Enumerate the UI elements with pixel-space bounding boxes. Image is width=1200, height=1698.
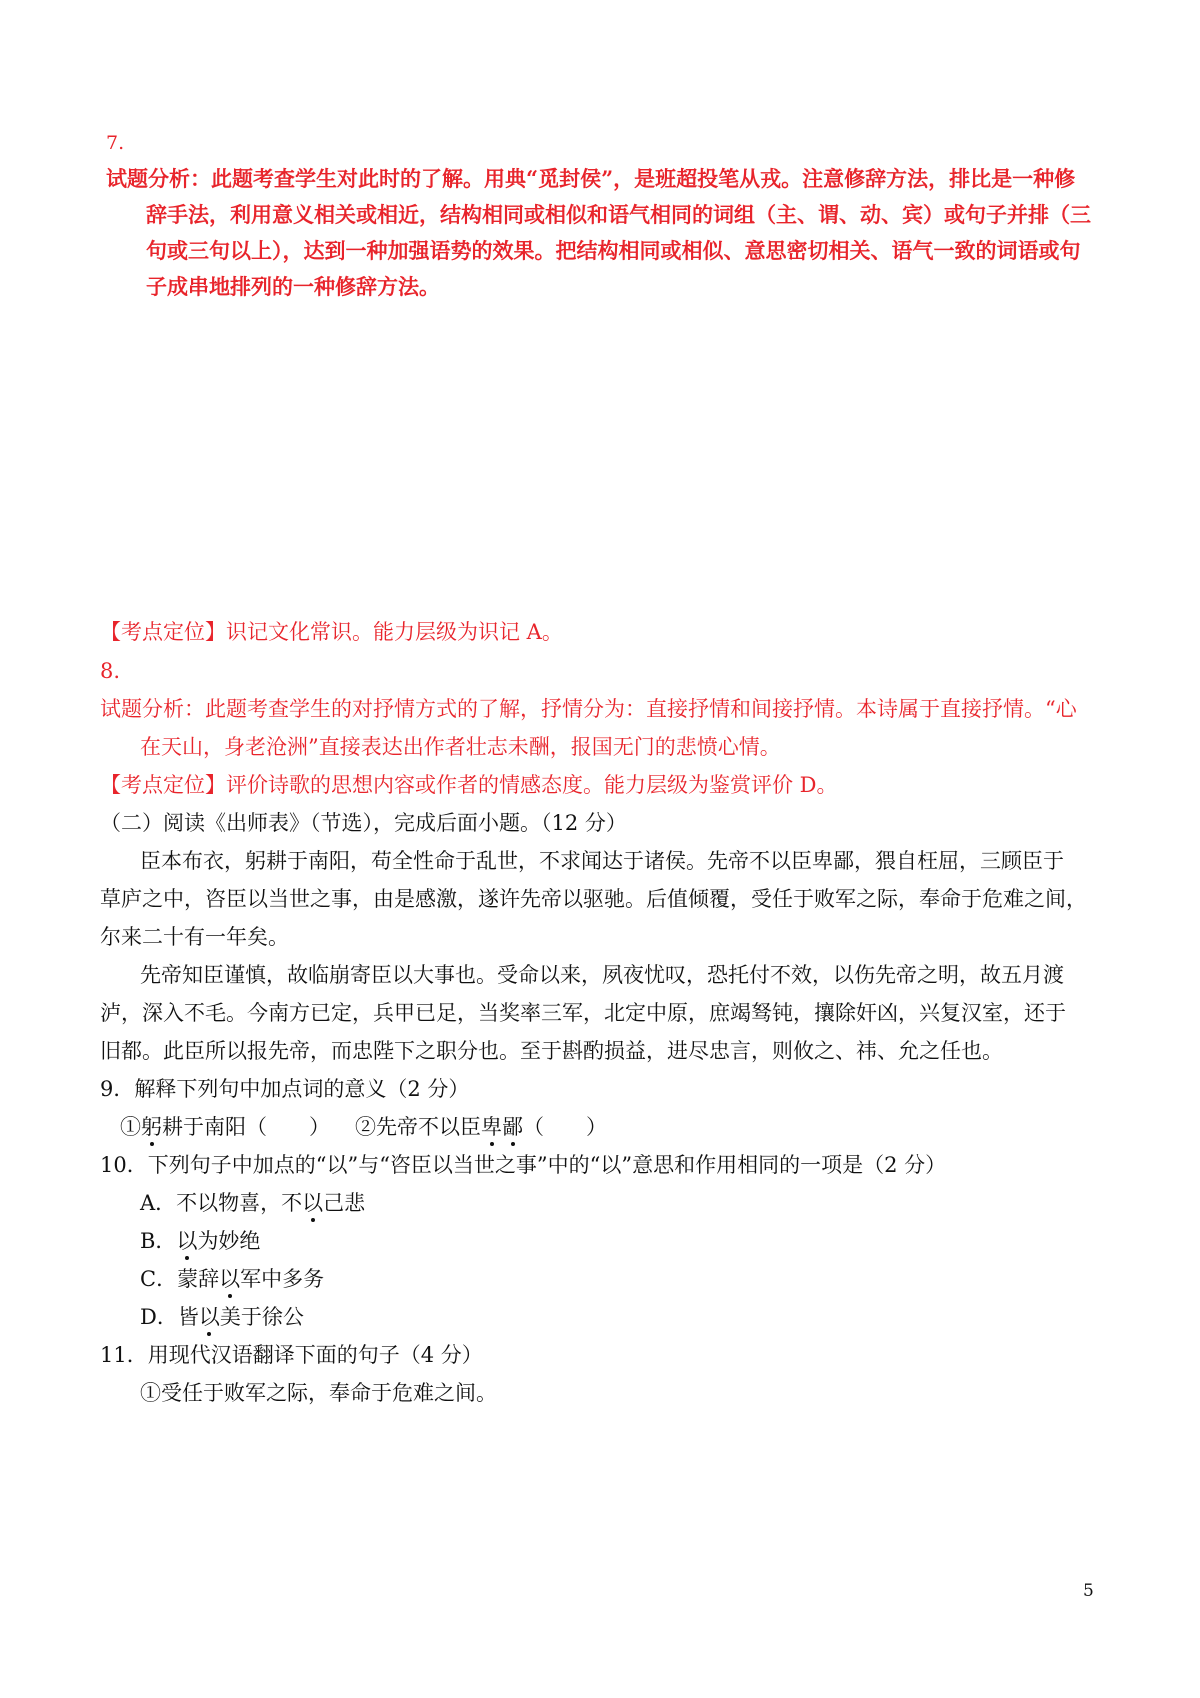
section2-heading: （二）阅读《出师表》（节选），完成后面小题。（12 分） — [100, 811, 627, 835]
q10-option-c-post: 军中多务 — [240, 1267, 325, 1291]
q7-number: 7. — [106, 132, 125, 154]
q11-question: 11．用现代汉语翻译下面的句子（4 分） — [100, 1343, 483, 1367]
q7-kaodian — [100, 617, 563, 647]
q9-item-1-dotted-word: 躬 — [141, 1115, 162, 1139]
q8-number: 8. — [100, 659, 121, 683]
q10-option-c — [140, 1264, 324, 1294]
passage-line-6: 旧都。此臣所以报先帝，而忠陛下之职分也。至于斟酌损益，进尽忠言，则攸之、祎、允之任也。 — [100, 1039, 1003, 1063]
q7-kaodian-tag: 【考点定位】 — [100, 620, 226, 644]
passage-line-4: 先帝知臣谨慎，故临崩寄臣以大事也。受命以来，夙夜忧叹，恐托付不效，以伤先帝之明，故五月渡 — [140, 963, 1064, 987]
passage-line-3: 尔来二十有一年矣。 — [100, 925, 289, 949]
q10-option-a-dotted-word: 以 — [302, 1191, 324, 1215]
q9-item-1 — [120, 1112, 330, 1142]
q8-analysis-line-1: 试题分析：此题考查学生的对抒情方式的了解，抒情分为：直接抒情和间接抒情。本诗属于直接抒情。“心 — [100, 697, 1077, 721]
passage-line-1: 臣本布衣，躬耕于南阳，苟全性命于乱世，不求闻达于诸侯。先帝不以臣卑鄙，猥自枉屈，三顾臣于 — [140, 849, 1064, 873]
q8-kaodian — [100, 770, 838, 800]
q10-option-a-post: 己悲 — [323, 1191, 366, 1215]
q10-option-a-pre: A．不以物喜，不 — [140, 1191, 303, 1215]
q10-option-d-pre: D．皆 — [140, 1305, 199, 1329]
q7-analysis-line-3: 句或三句以上），达到一种加强语势的效果。把结构相同或相似、意思密切相关、语气一致的词语或句 — [146, 238, 1081, 263]
q9-item-2-dotted-word-2: 鄙 — [502, 1115, 523, 1139]
q9-item-2-dotted-word-1: 卑 — [481, 1115, 502, 1139]
q7-analysis-line-4: 子成串地排列的一种修辞方法。 — [146, 274, 440, 299]
q7-analysis-line-1: 试题分析：此题考查学生对此时的了解。用典“觅封侯”，是班超投笔从戎。注意修辞方法，排比是一种修 — [106, 166, 1076, 191]
q9-item-2-prefix: ②先帝不以臣 — [355, 1115, 481, 1139]
q10-option-c-pre: C．蒙辞 — [140, 1267, 220, 1291]
q10-option-a — [140, 1188, 365, 1218]
q8-analysis-line-2: 在天山，身老沧洲”直接表达出作者壮志未酬，报国无门的悲愤心情。 — [140, 735, 781, 759]
q10-option-b-post: 为妙绝 — [197, 1229, 261, 1253]
q7-analysis-line-2: 辞手法，利用意义相关或相近，结构相同或相似和语气相同的词组（主、谓、动、宾）或句子并排（三 — [146, 202, 1091, 227]
page-number: 5 — [1083, 1581, 1094, 1601]
q10-option-d-dotted-word: 以 — [198, 1305, 220, 1329]
q9-item-1-prefix: ① — [120, 1115, 141, 1139]
q10-option-c-dotted-word: 以 — [219, 1267, 241, 1291]
q9-item-2 — [355, 1112, 607, 1142]
q10-option-d-post: 美于徐公 — [219, 1305, 304, 1329]
q10-option-d — [140, 1302, 304, 1332]
passage-line-5: 泸，深入不毛。今南方已定，兵甲已足，当奖率三军，北定中原，庶竭驽钝，攘除奸凶，兴复汉室，还于 — [100, 1001, 1066, 1025]
q10-option-b-dotted-word: 以 — [176, 1229, 198, 1253]
q7-kaodian-text: 识记文化常识。能力层级为识记 A。 — [226, 620, 563, 644]
q11-item-1: ①受任于败军之际，奉命于危难之间。 — [140, 1381, 497, 1405]
q9-item-2-suffix: （ ） — [523, 1115, 607, 1139]
passage-line-2: 草庐之中，咨臣以当世之事，由是感激，遂许先帝以驱驰。后值倾覆，受任于败军之际，奉命于危难之间， — [100, 887, 1087, 911]
q10-option-b-pre: B． — [140, 1229, 177, 1253]
q8-kaodian-text: 评价诗歌的思想内容或作者的情感态度。能力层级为鉴赏评价 D。 — [226, 773, 838, 797]
q10-option-b — [140, 1226, 260, 1256]
q10-question: 10．下列句子中加点的“以”与“咨臣以当世之事”中的“以”意思和作用相同的一项是（2 分） — [100, 1153, 947, 1177]
q9-question: 9．解释下列句中加点词的意义（2 分） — [100, 1077, 470, 1101]
q9-item-1-suffix: 耕于南阳（ ） — [162, 1115, 330, 1139]
q8-kaodian-tag: 【考点定位】 — [100, 773, 226, 797]
